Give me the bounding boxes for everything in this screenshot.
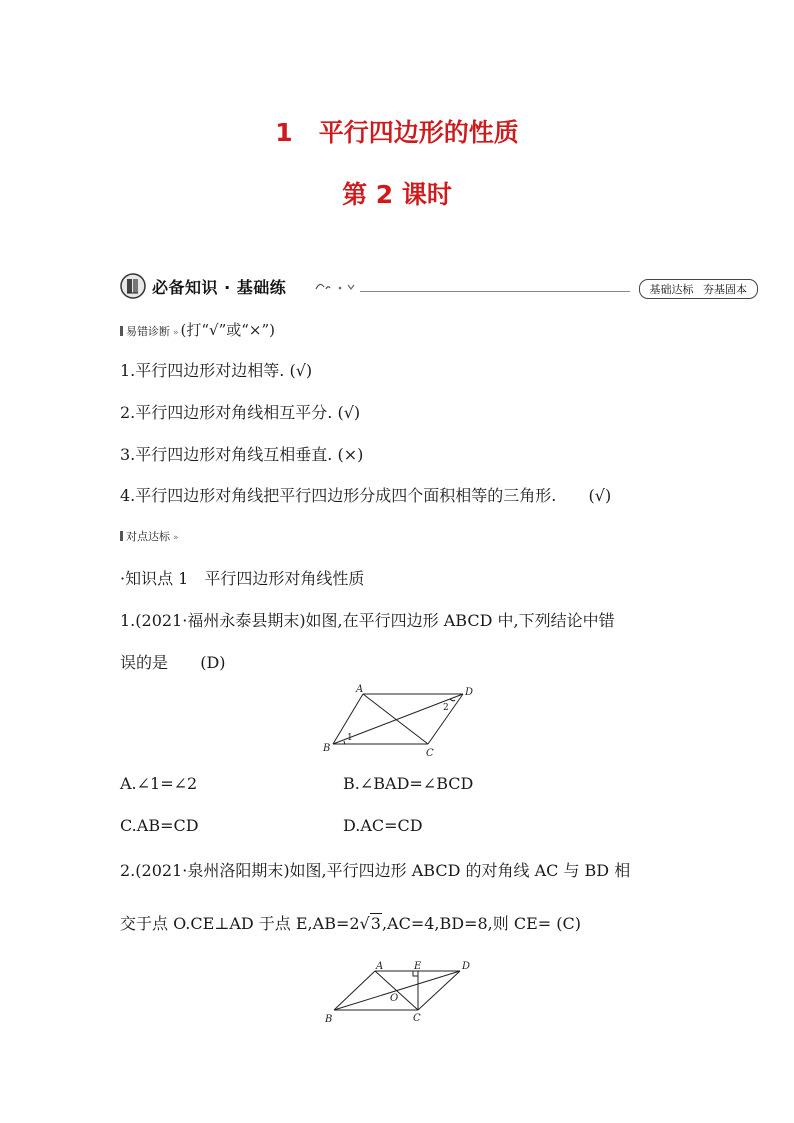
diagnosis-item-3 (120, 442, 363, 465)
diagnosis-item-text: 2.平行四边形对角线相互平分. (120, 403, 333, 422)
vertex-c-label: C (413, 1013, 421, 1024)
vertex-a-label: A (356, 684, 364, 695)
section-label: 必备知识 · 基础练 (152, 278, 287, 297)
vertex-d-label: D (462, 961, 471, 972)
q1-stem-line1: 1.(2021·福州永泰县期末)如图,在平行四边形 ABCD 中,下列结论中错 (120, 611, 615, 630)
lesson-title (0, 113, 794, 149)
q2-answer: (C) (556, 914, 581, 933)
q1-parallelogram-figure (318, 682, 478, 762)
point-e-label: E (414, 961, 422, 972)
vertex-b-label: B (325, 1014, 333, 1025)
vertex-c-label: C (426, 748, 434, 759)
lesson-title-text: 平行四边形的性质 (318, 118, 519, 147)
point-o-label: O (390, 993, 399, 1004)
section-header (120, 271, 758, 301)
diagonal-ac (363, 694, 428, 744)
angle-2-label: 2 (443, 703, 449, 713)
diagonal-bd (334, 971, 460, 1010)
side-cd (418, 971, 460, 1010)
sprout-icon (314, 279, 358, 293)
q2-parallelogram-figure (320, 958, 480, 1028)
book-icon (120, 273, 148, 299)
diagnosis-item-text: 1.平行四边形对边相等. (120, 361, 285, 380)
level-badge: 基础达标 夯基固本 (639, 279, 759, 299)
chevron-icon: » (173, 533, 179, 543)
knowledge-point: ·知识点 1 平行四边形对角线性质 (120, 569, 365, 588)
tag-bar-icon (120, 326, 123, 336)
section-divider (360, 291, 630, 292)
diagnosis-item-4 (120, 483, 611, 506)
q1-option-c: C.AB=CD (120, 816, 199, 835)
q1-stem-text: 误的是 (120, 653, 169, 672)
q2-stem-text: 交于点 O.CE⊥AD 于点 E,AB=2 (120, 914, 360, 933)
q2-stem-text-tail: ,AC=4,BD=8,则 CE= (381, 914, 552, 933)
diagnosis-item-answer: (√) (289, 361, 313, 380)
angle-2-arc (450, 699, 455, 701)
diagnosis-instruction: (打“√”或“×”) (180, 321, 276, 339)
diagnosis-item-1 (120, 358, 312, 381)
sqrt-radicand: 3 (370, 914, 381, 933)
diagnosis-tag-label: 易错诊断 (126, 325, 170, 338)
q1-option-d: D.AC=CD (343, 816, 423, 835)
practice-tag-label: 对点达标 (126, 530, 170, 543)
practice-tag (120, 528, 179, 544)
diagnosis-item-answer: (√) (337, 403, 361, 422)
diagnosis-item-answer: (×) (337, 445, 364, 464)
sqrt-symbol: √3 (359, 914, 381, 933)
lesson-subtitle: 第 2 课时 (342, 180, 452, 209)
vertex-a-label: A (376, 961, 384, 972)
q1-answer: (D) (200, 653, 226, 672)
q1-option-b: B.∠BAD=∠BCD (343, 774, 474, 793)
chevron-icon: » (173, 328, 179, 338)
diagnosis-item-text: 4.平行四边形对角线把平行四边形分成四个面积相等的三角形. (120, 486, 557, 505)
vertex-b-label: B (323, 743, 331, 754)
vertex-d-label: D (465, 687, 474, 698)
angle-1-label: 1 (347, 733, 353, 743)
side-cd (428, 694, 463, 744)
diagnosis-tag (120, 319, 275, 340)
tag-bar-icon (120, 531, 123, 541)
q1-stem-line2 (120, 650, 226, 673)
q2-stem-line2 (120, 911, 581, 934)
diagnosis-item-text: 3.平行四边形对角线互相垂直. (120, 445, 333, 464)
diagnosis-item-2 (120, 400, 360, 423)
lesson-number: 1 (275, 118, 293, 147)
q2-stem-line1: 2.(2021·泉州洛阳期末)如图,平行四边形 ABCD 的对角线 AC 与 BD 相 (120, 861, 631, 880)
q1-option-a: A.∠1=∠2 (120, 774, 198, 793)
diagnosis-item-answer: (√) (588, 486, 612, 505)
